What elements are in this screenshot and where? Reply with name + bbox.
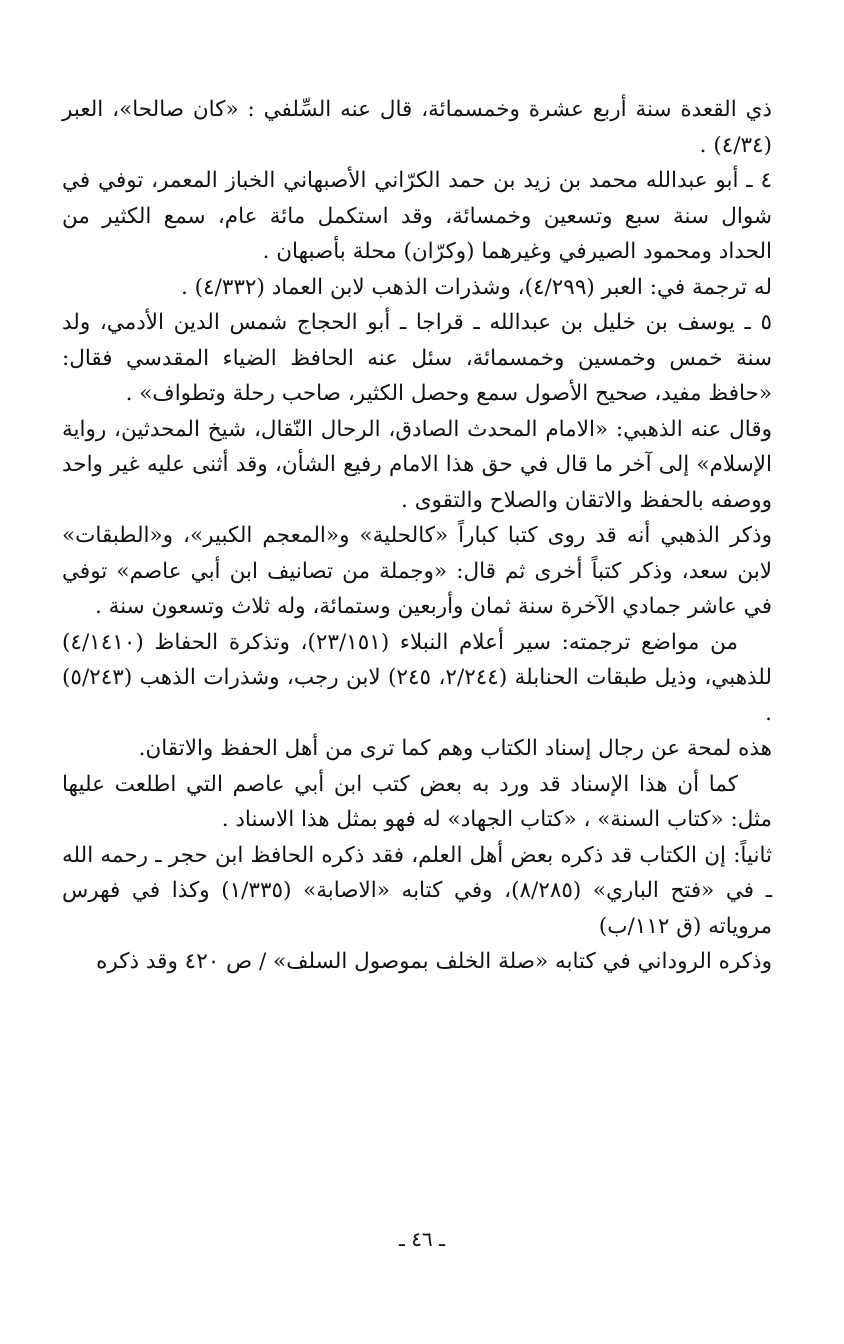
paragraph-p1: ذي القعدة سنة أربع عشرة وخمسمائة، قال عنه السِّلفي : «كان صالحا»، العبر (٤/٣٤) . (62, 97, 772, 158)
paragraph-p6: وذكر الذهبي أنه قد روى كتبا كباراً «كالحلية» و«المعجم الكبير»، و«الطبقات» لابن سعد، وذكر كتباً أخرى ثم قال: «وجملة من تصانيف ابن أبي عاصم» توفي في عاشر جمادي الآخرة سنة ثمان وأربعين وستمائة، وله ثلاث وتسعون سنة . (62, 523, 772, 619)
paragraph-p5: وقال عنه الذهبي: «الامام المحدث الصادق، الرحال النّقال، شيخ المحدثين، رواية الإسلام» إلى آخر ما قال في حق هذا الامام رفيع الشأن، وقد أثنى عليه غير واحد ووصفه بالحفظ والاتقان والصلاح والتقوى . (62, 416, 772, 513)
paragraph-p11: وذكره الروداني في كتابه «صلة الخلف بموصول السلف» / ص ٤٢٠ وقد ذكره (96, 949, 772, 974)
page-number: ـ ٤٦ ـ (399, 1227, 445, 1251)
paragraph-p8: هذه لمحة عن رجال إسناد الكتاب وهم كما ترى من أهل الحفظ والاتقان. (138, 736, 772, 761)
paragraph-p9: كما أن هذا الإسناد قد ورد به بعض كتب ابن أبي عاصم التي اطلعت عليها مثل: «كتاب السنة» ، «كتاب الجهاد» له فهو بمثل هذا الاسناد . (62, 771, 772, 832)
paragraph-p7: من مواضع ترجمته: سير أعلام النبلاء (٢٣/١٥١)، وتذكرة الحفاظ (٤/١٤١٠) للذهبي، وذيل طبقات الحنابلة (٢/٢٤٤، ٢٤٥) لابن رجب، وشذرات الذهب (٥/٢٤٣) . (62, 629, 772, 726)
paragraph-p4: ٥ ـ يوسف بن خليل بن عبدالله ـ قراجا ـ أبو الحجاج شمس الدين الأدمي، ولد سنة خمس وخمسين وخمسمائة، سئل عنه الحافظ الضياء المقدسي فقال: «حافظ مفيد، صحيح الأصول سمع وحصل الكثير، صاحب رحلة وتطواف» . (62, 310, 772, 406)
paragraph-p10: ثانياً: إن الكتاب قد ذكره بعض أهل العلم، فقد ذكره الحافظ ابن حجر ـ رحمه الله ـ في «فتح الباري» (٨/٢٨٥)، وفي كتابه «الاصابة» (١/٣٣٥) وكذا في فهرس مروياته (ق ١١٢/ب) (62, 842, 773, 939)
page-body (62, 92, 772, 980)
paragraph-p3: له ترجمة في: العبر (٤/٢٩٩)، وشذرات الذهب لابن العماد (٤/٣٣٢) . (180, 274, 772, 300)
paragraph-p2: ٤ ـ أبو عبدالله محمد بن زيد بن حمد الكرّاني الأصبهاني الخباز المعمر، توفي في شوال سنة سبع وتسعين وخمسائة، وقد استكمل مائة عام، سمع الكثير من الحداد ومحمود الصيرفي وغيرهما (وكرّان) محلة بأصبهان . (62, 168, 772, 264)
